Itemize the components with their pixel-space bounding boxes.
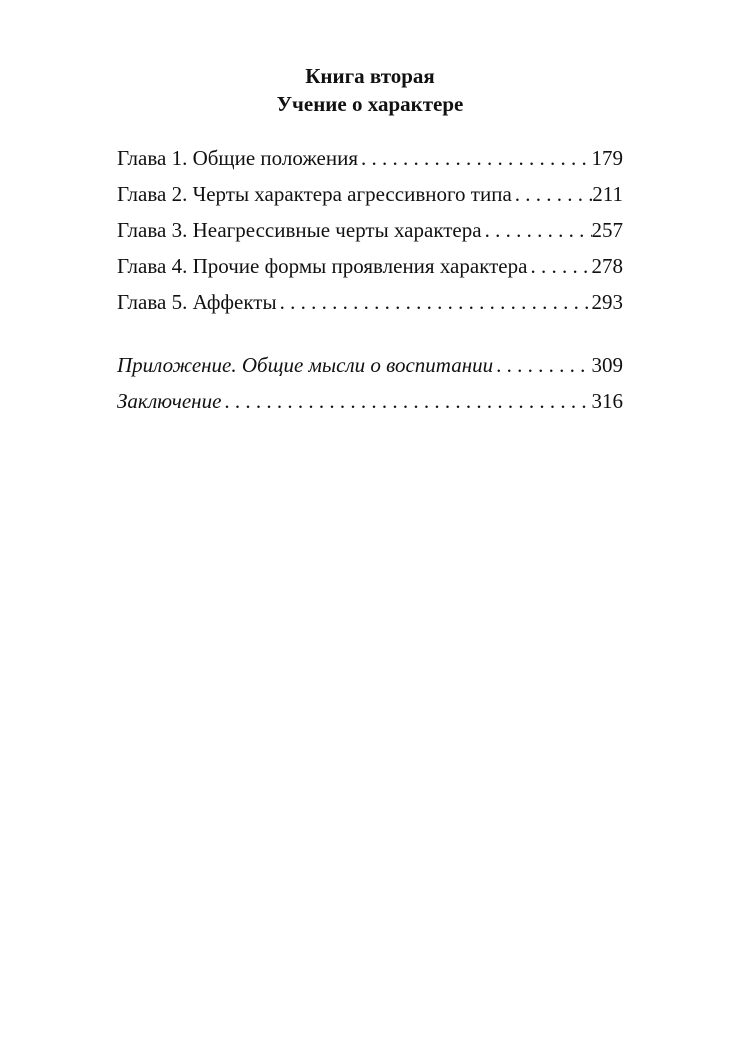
toc-entry-title: Глава 2. Черты характера агрессивного типа (117, 182, 512, 206)
toc-entry-title: Заключение (117, 389, 222, 413)
toc-entry-chapter-5 (117, 284, 623, 320)
toc-entry-page: 278 (591, 254, 623, 278)
dot-leader (482, 212, 592, 248)
section-spacer (117, 320, 623, 347)
toc-entry-title: Глава 1. Общие положения (117, 146, 359, 170)
book-subtitle: Учение о характере (276, 92, 464, 116)
dot-leader (512, 176, 592, 212)
dot-leader (358, 140, 591, 176)
toc-entry-title: Глава 5. Аффекты (117, 290, 277, 314)
dot-leader (221, 383, 591, 419)
toc-entry-title: Глава 4. Прочие формы проявления характера (117, 254, 528, 278)
dot-leader (527, 248, 591, 284)
table-of-contents (117, 140, 623, 419)
document-page (117, 62, 623, 419)
toc-entry-chapter-2 (117, 176, 623, 212)
toc-entry-page: 316 (591, 389, 623, 413)
toc-entry-chapter-4 (117, 248, 623, 284)
toc-entry-conclusion (117, 383, 623, 419)
toc-entry-page: 257 (591, 218, 623, 242)
toc-entry-page: 211 (592, 182, 623, 206)
toc-entry-chapter-3 (117, 212, 623, 248)
dot-leader (277, 284, 592, 320)
toc-entry-page: 293 (591, 290, 623, 314)
toc-entry-chapter-1 (117, 140, 623, 176)
book-title: Книга вторая (305, 64, 435, 88)
toc-entry-page: 179 (591, 146, 623, 170)
section-heading (117, 62, 623, 118)
toc-entry-title: Приложение. Общие мысли о воспитании (117, 353, 494, 377)
toc-entry-page: 309 (591, 353, 623, 377)
dot-leader (493, 347, 591, 383)
toc-entry-title: Глава 3. Неагрессивные черты характера (117, 218, 482, 242)
toc-entry-appendix (117, 347, 623, 383)
